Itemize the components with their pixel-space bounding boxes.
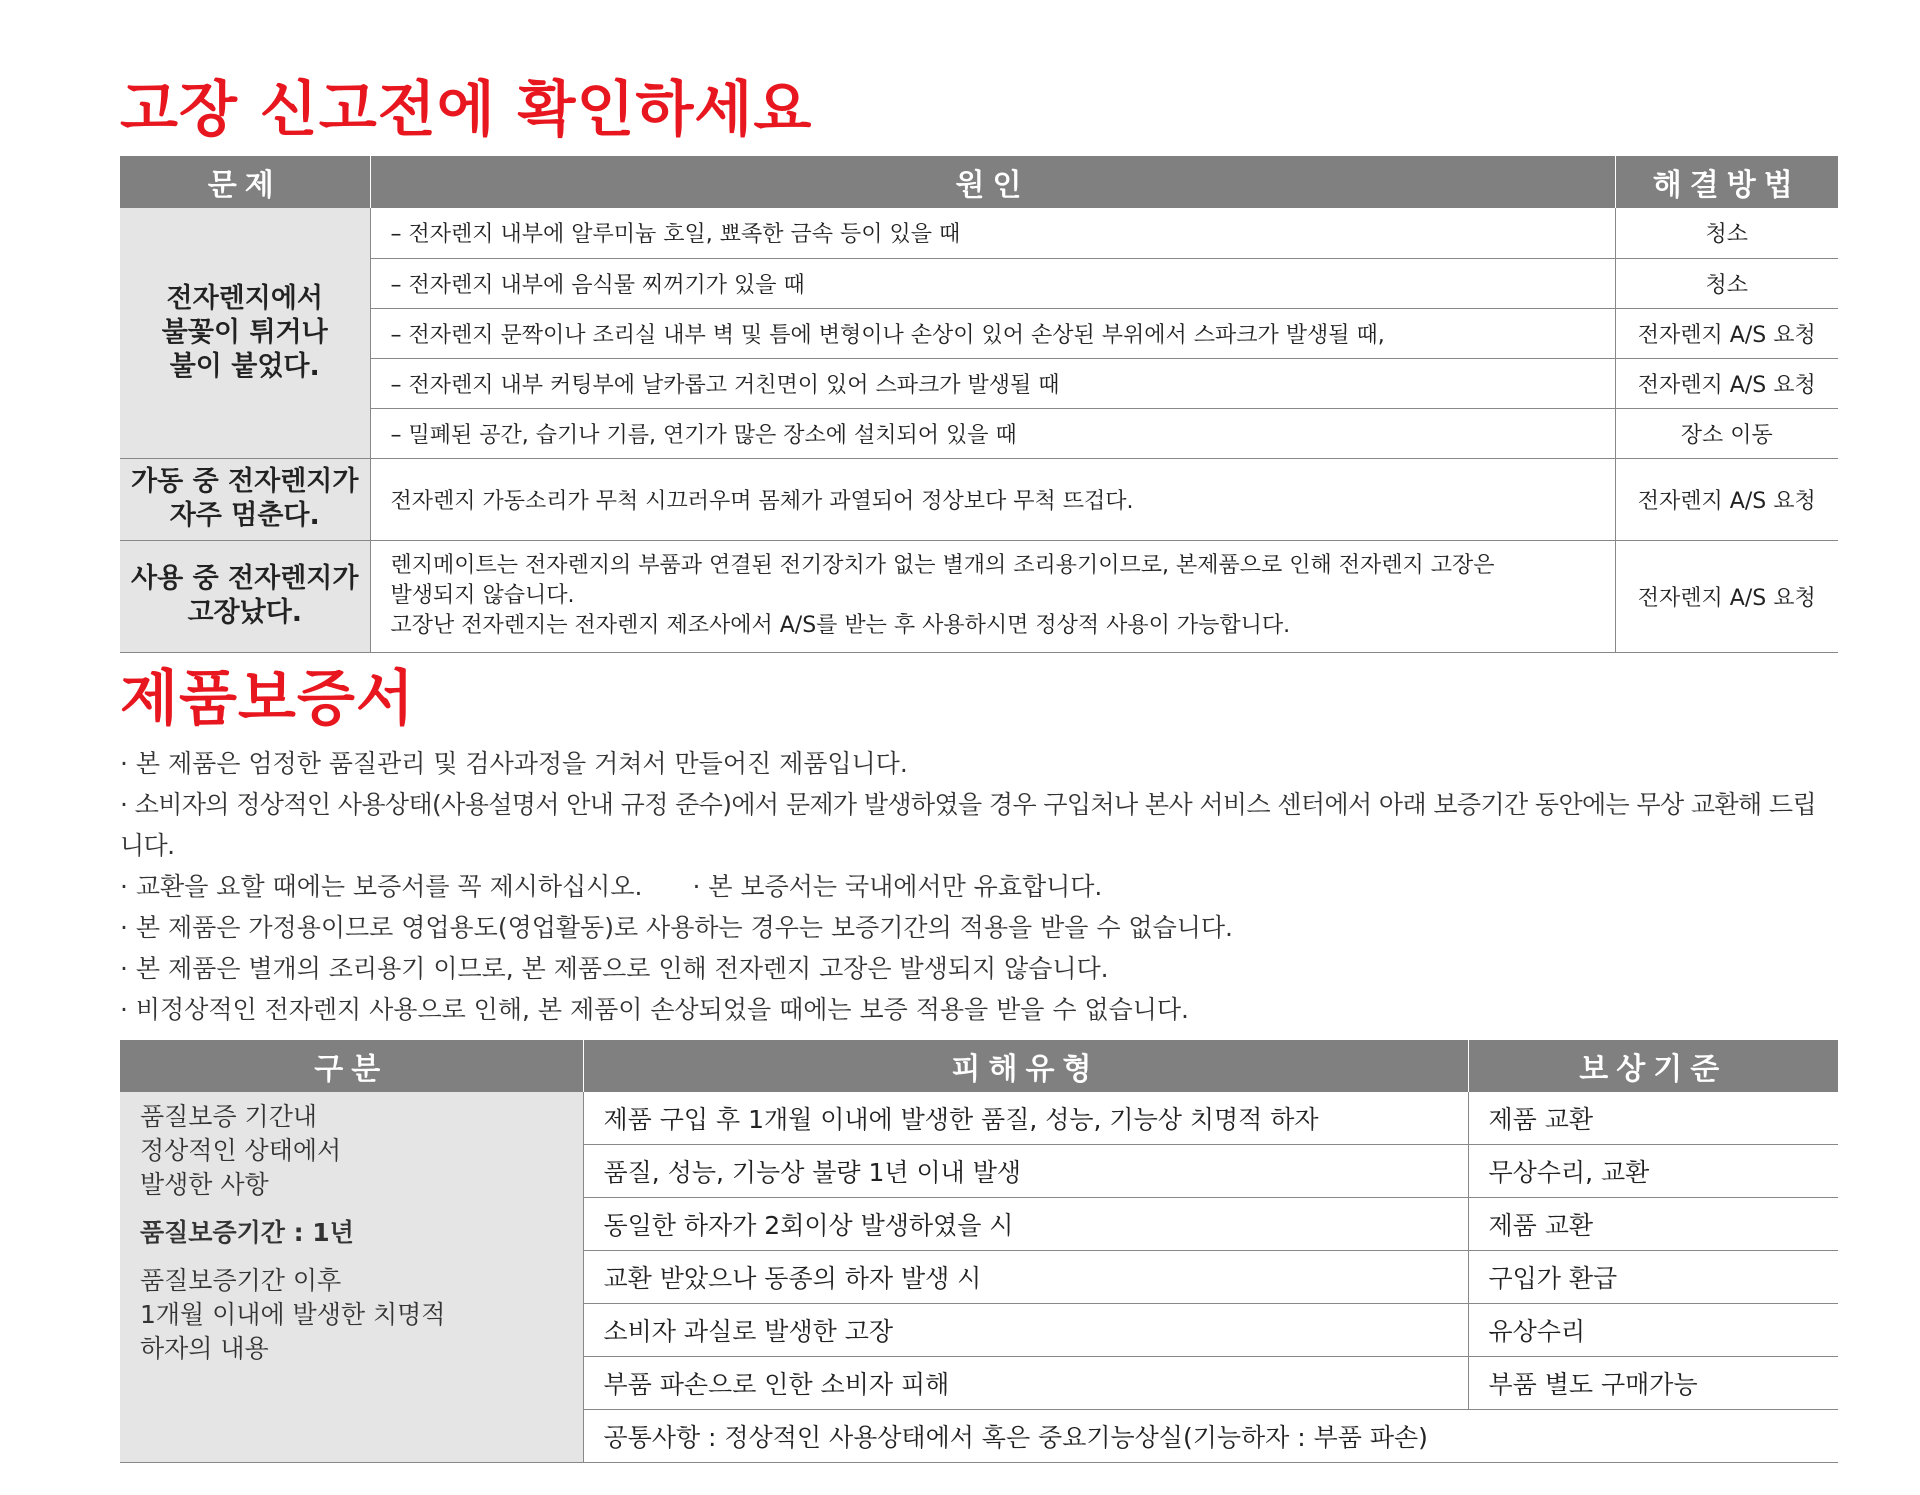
damage-cell: 부품 파손으로 인한 소비자 피해 [583,1357,1468,1410]
table-row [120,358,1838,408]
cause-cell: – 밀폐된 공간, 습기나 기름, 연기가 많은 장소에 설치되어 있을 때 [370,408,1615,458]
problem-line: 전자렌지에서 [166,282,323,314]
damage-cell: 동일한 하자가 2회이상 발생하였을 시 [583,1198,1468,1251]
note-item [120,866,1838,907]
problem-line: 사용 중 전자렌지가 [131,563,359,594]
fix-cell: 청소 [1615,208,1838,258]
note-item: · 본 제품은 가정용이므로 영업용도(영업활동)로 사용하는 경우는 보증기간의 적용을 받을 수 없습니다. [120,912,1233,942]
table-row [120,258,1838,308]
cause-cell: 전자렌지 가동소리가 무척 시끄러우며 몸체가 과열되어 정상보다 무척 뜨겁다. [370,458,1615,540]
fix-cell: 전자렌지 A/S 요청 [1615,358,1838,408]
troubleshoot-title: 고장 신고전에 확인하세요 [120,75,813,145]
note-item: · 소비자의 정상적인 사용상태(사용설명서 안내 규정 준수)에서 문제가 발생하였을 경우 구입처나 본사 서비스 센터에서 아래 보증기간 동안에는 무상 교환해 드립니다. [120,789,1816,860]
cause-line: 고장난 전자렌지는 전자렌지 제조사에서 A/S를 받는 후 사용하시면 정상적 사용이 가능합니다. [390,613,1291,638]
cause-cell [370,540,1615,652]
note-item: · 본 제품은 엄정한 품질관리 및 검사과정을 거쳐서 만들어진 제품입니다. [120,748,908,778]
note-item: · 본 제품은 별개의 조리용기 이므로, 본 제품으로 인해 전자렌지 고장은 발생되지 않습니다. [120,953,1109,983]
damage-cell: 제품 구입 후 1개월 이내에 발생한 품질, 성능, 기능상 치명적 하자 [583,1092,1468,1145]
note-text: · 교환을 요할 때에는 보증서를 꼭 제시하십시오. [120,871,643,901]
cause-cell: – 전자렌지 문짝이나 조리실 내부 벽 및 틈에 변형이나 손상이 있어 손상된 부위에서 스파크가 발생될 때, [370,308,1615,358]
cause-cell: – 전자렌지 내부에 알루미늄 호일, 뾰족한 금속 등이 있을 때 [370,208,1615,258]
category-line: 품질보증기간 이후 [140,1265,342,1295]
fix-cell: 전자렌지 A/S 요청 [1615,308,1838,358]
damage-cell: 소비자 과실로 발생한 고장 [583,1304,1468,1357]
comp-cell: 무상수리, 교환 [1468,1145,1838,1198]
warranty-table [120,1040,1838,1464]
warranty-title: 제품보증서 [120,663,415,734]
table-row [120,208,1838,258]
comp-cell: 구입가 환급 [1468,1251,1838,1304]
page [120,70,1838,1463]
category-line: 1개월 이내에 발생한 치명적 [140,1299,446,1329]
table-row [120,1092,1838,1145]
problem-line: 불꽃이 튀거나 [161,316,328,348]
table-row [120,540,1838,652]
fix-cell: 전자렌지 A/S 요청 [1615,458,1838,540]
note-text: · 본 보증서는 국내에서만 유효합니다. [692,871,1103,901]
damage-cell: 품질, 성능, 기능상 불량 1년 이내 발생 [583,1145,1468,1198]
troubleshoot-table [120,156,1838,653]
problem-cell [120,540,370,652]
cause-line: 발생되지 않습니다. [390,583,575,608]
warranty-notes [120,743,1838,1030]
header-damage: 피해유형 [583,1040,1468,1092]
category-line: 품질보증 기간내 [140,1101,317,1131]
fix-cell: 장소 이동 [1615,408,1838,458]
comp-cell: 유상수리 [1468,1304,1838,1357]
category-line: 발생한 사항 [140,1169,269,1199]
table-header [120,156,1838,208]
warranty-period: 품질보증기간 : 1년 [140,1217,354,1247]
fix-cell: 전자렌지 A/S 요청 [1615,540,1838,652]
header-category: 구분 [120,1040,583,1092]
category-line: 하자의 내용 [140,1333,269,1363]
comp-cell: 제품 교환 [1468,1198,1838,1251]
fix-cell: 청소 [1615,258,1838,308]
header-problem: 문제 [120,156,370,208]
problem-line: 불이 붙었다. [169,350,320,382]
problem-cell [120,208,370,458]
problem-line: 자주 멈춘다. [169,500,320,531]
cause-line: 렌지메이트는 전자렌지의 부품과 연결된 전기장치가 없는 별개의 조리용기이므로, 본제품으로 인해 전자렌지 고장은 [390,553,1495,578]
table-row [120,458,1838,540]
problem-cell [120,458,370,540]
cause-cell: – 전자렌지 내부에 음식물 찌꺼기가 있을 때 [370,258,1615,308]
comp-cell: 부품 별도 구매가능 [1468,1357,1838,1410]
comp-cell: 제품 교환 [1468,1092,1838,1145]
common-note-cell: 공통사항 : 정상적인 사용상태에서 혹은 중요기능상실(기능하자 : 부품 파손) [583,1410,1838,1463]
damage-cell: 교환 받았으나 동종의 하자 발생 시 [583,1251,1468,1304]
note-item: · 비정상적인 전자렌지 사용으로 인해, 본 제품이 손상되었을 때에는 보증 적용을 받을 수 없습니다. [120,994,1190,1024]
cause-cell: – 전자렌지 내부 커팅부에 날카롭고 거친면이 있어 스파크가 발생될 때 [370,358,1615,408]
header-cause: 원인 [370,156,1615,208]
problem-line: 가동 중 전자렌지가 [131,466,359,497]
problem-line: 고장났다. [187,597,303,628]
category-line: 정상적인 상태에서 [140,1135,342,1165]
header-compensation: 보상기준 [1468,1040,1838,1092]
table-header [120,1040,1838,1092]
table-row [120,408,1838,458]
header-fix: 해결방법 [1615,156,1838,208]
category-cell [120,1092,583,1463]
table-row [120,308,1838,358]
